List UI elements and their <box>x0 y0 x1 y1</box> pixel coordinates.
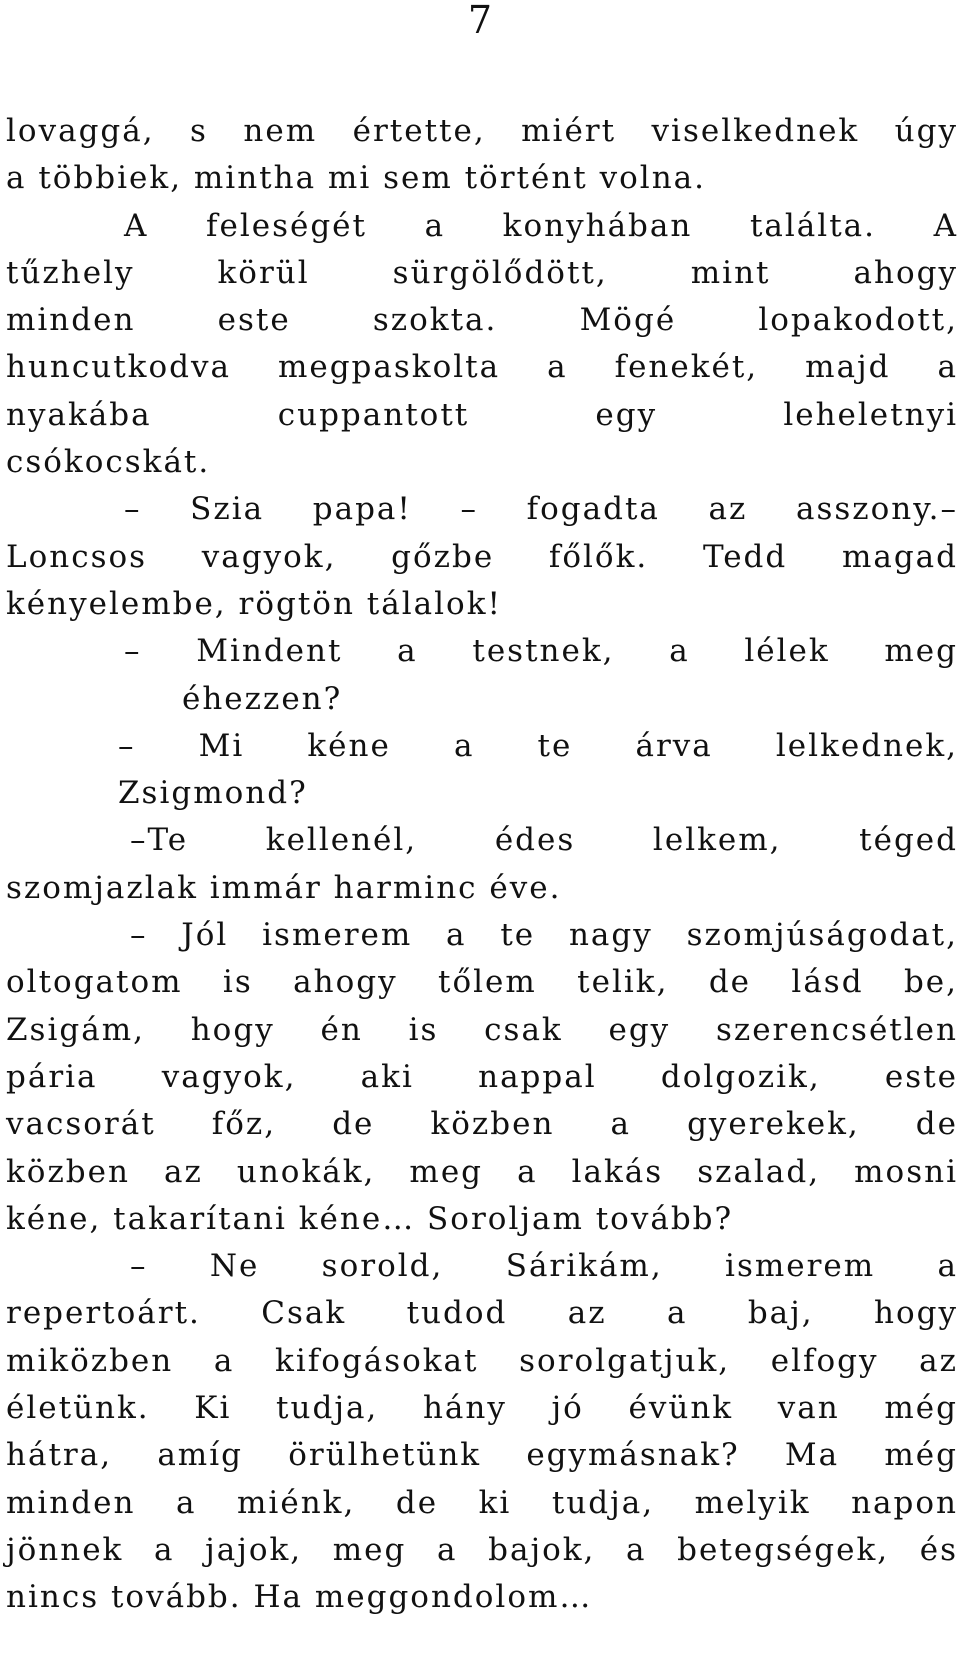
body-text <box>6 108 958 1622</box>
text-line: A feleségét a konyhában találta. A <box>124 207 958 244</box>
text-line: vacsorát főz, de közben a gyerekek, de <box>6 1106 958 1143</box>
text-line: minden este szokta. Mögé lopakodott, <box>6 302 958 339</box>
text-line: kényelembe, rögtön tálalok! <box>6 585 502 622</box>
text-line: életünk. Ki tudja, hány jó évünk van még <box>6 1390 958 1427</box>
text-line: csókocskát. <box>6 444 211 481</box>
text-line: –Te kellenél, édes lelkem, téged <box>130 822 958 859</box>
text-line: nyakába cuppantott egy leheletnyi <box>6 396 958 433</box>
text-line: közben az unokák, meg a lakás szalad, mosni <box>6 1153 958 1190</box>
text-line: miközben a kifogásokat sorolgatjuk, elfogy az <box>6 1342 958 1379</box>
text-line: – Jól ismerem a te nagy szomjúságodat, <box>130 917 958 954</box>
text-line: szomjazlak immár harminc éve. <box>6 869 562 906</box>
text-line: pária vagyok, aki nappal dolgozik, este <box>6 1058 958 1095</box>
text-line: minden a miénk, de ki tudja, melyik napon <box>6 1484 958 1521</box>
text-line: oltogatom is ahogy tőlem telik, de lásd be, <box>6 964 958 1001</box>
text-line: hátra, amíg örülhetünk egymásnak? Ma még <box>6 1437 958 1474</box>
text-line: éhezzen? <box>182 680 343 717</box>
text-line: – Ne sorold, Sárikám, ismerem a <box>130 1248 958 1285</box>
text-line: Loncsos vagyok, gőzbe főlők. Tedd magad <box>6 538 958 575</box>
page-number: 7 <box>467 0 493 42</box>
text-line: tűzhely körül sürgölődött, mint ahogy <box>6 254 958 291</box>
text-line: repertoárt. Csak tudod az a baj, hogy <box>6 1295 958 1332</box>
text-line: kéne, takarítani kéne… Soroljam tovább? <box>6 1200 734 1237</box>
text-line: a többiek, mintha mi sem történt volna. <box>6 160 707 197</box>
text-line: – Szia papa! – fogadta az asszony.– <box>124 491 958 528</box>
text-line: huncutkodva megpaskolta a fenekét, majd a <box>6 349 958 386</box>
text-line: – Mindent a testnek, a lélek meg <box>124 633 958 670</box>
text-line: Zsigám, hogy én is csak egy szerencsétlen <box>6 1011 958 1048</box>
text-line: Zsigmond? <box>118 775 308 812</box>
text-line: nincs tovább. Ha meggondolom… <box>6 1579 593 1616</box>
text-line: – Mi kéne a te árva lelkednek, <box>118 727 958 764</box>
text-line: jönnek a jajok, meg a bajok, a betegségek, és <box>6 1531 958 1568</box>
text-line: lovaggá, s nem értette, miért viselkednek úgy <box>6 113 958 149</box>
